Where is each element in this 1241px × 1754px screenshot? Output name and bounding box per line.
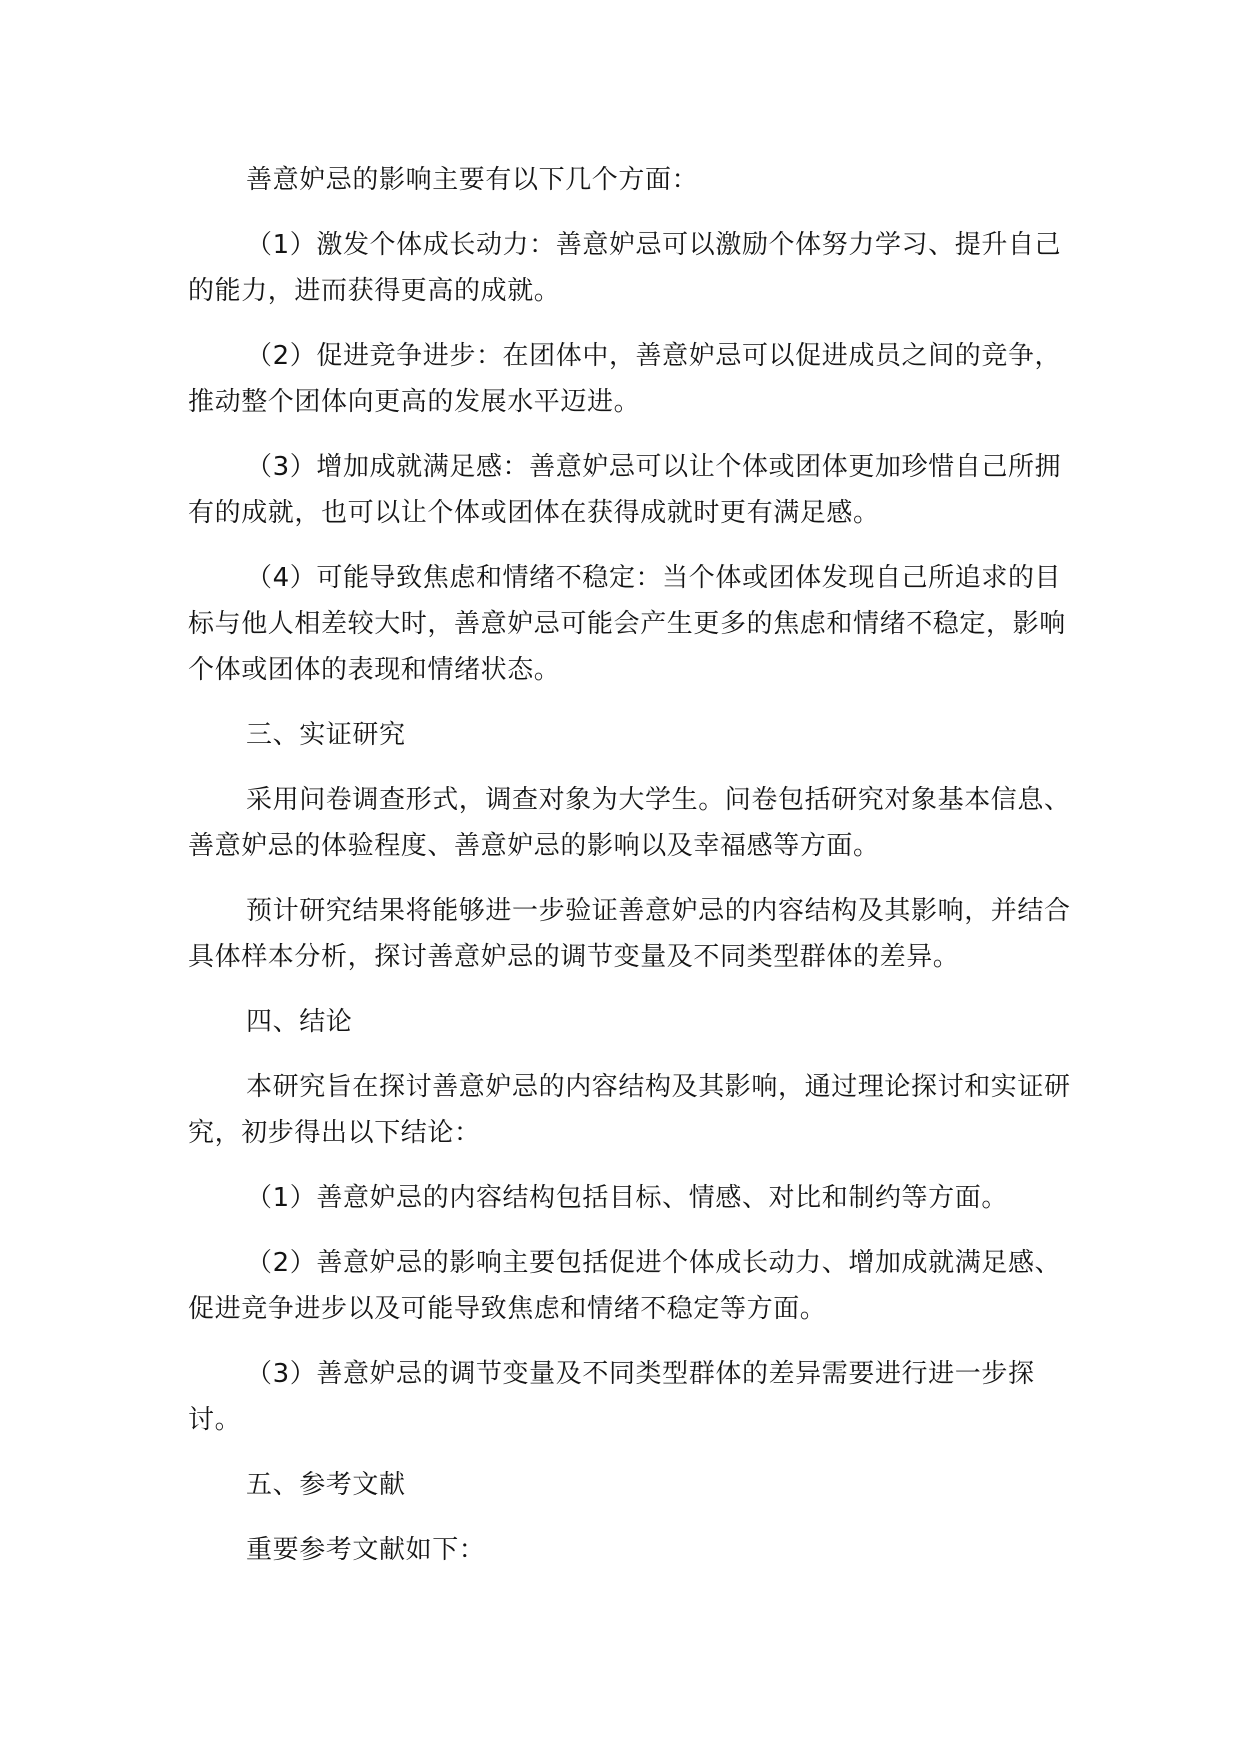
paragraph-expected-results: 预计研究结果将能够进一步验证善意妒忌的内容结构及其影响，并结合具体样本分析，探讨善意妒忌的调节变量及不同类型群体的差异。 [188,896,1071,972]
section-heading-references: 五、参考文献 [246,1470,406,1500]
list-item-conclusion-3: （3）善意妒忌的调节变量及不同类型群体的差异需要进行进一步探讨。 [188,1359,1035,1435]
list-item-impact-1: （1）激发个体成长动力：善意妒忌可以激励个体努力学习、提升自己的能力，进而获得更高的成就。 [188,230,1062,306]
section-heading-empirical: 三、实证研究 [246,720,406,750]
list-item-impact-4: （4）可能导致焦虑和情绪不稳定：当个体或团体发现自己所追求的目标与他人相差较大时，善意妒忌可能会产生更多的焦虑和情绪不稳定，影响个体或团体的表现和情绪状态。 [188,563,1066,685]
paragraph-references-intro: 重要参考文献如下： [246,1535,486,1565]
paragraph-survey: 采用问卷调查形式，调查对象为大学生。问卷包括研究对象基本信息、善意妒忌的体验程度、善意妒忌的影响以及幸福感等方面。 [188,785,1071,861]
paragraph-impact-intro: 善意妒忌的影响主要有以下几个方面： [246,165,699,195]
document-body [188,157,1078,1592]
list-item-conclusion-1: （1）善意妒忌的内容结构包括目标、情感、对比和制约等方面。 [246,1183,1008,1213]
section-heading-conclusion: 四、结论 [246,1007,353,1037]
list-item-conclusion-2: （2）善意妒忌的影响主要包括促进个体成长动力、增加成就满足感、促进竞争进步以及可能导致焦虑和情绪不稳定等方面。 [188,1248,1062,1324]
list-item-impact-3: （3）增加成就满足感：善意妒忌可以让个体或团体更加珍惜自己所拥有的成就，也可以让个体或团体在获得成就时更有满足感。 [188,452,1062,528]
paragraph-conclusion-intro: 本研究旨在探讨善意妒忌的内容结构及其影响，通过理论探讨和实证研究，初步得出以下结论： [188,1072,1071,1148]
list-item-impact-2: （2）促进竞争进步：在团体中，善意妒忌可以促进成员之间的竞争，推动整个团体向更高的发展水平迈进。 [188,341,1062,417]
